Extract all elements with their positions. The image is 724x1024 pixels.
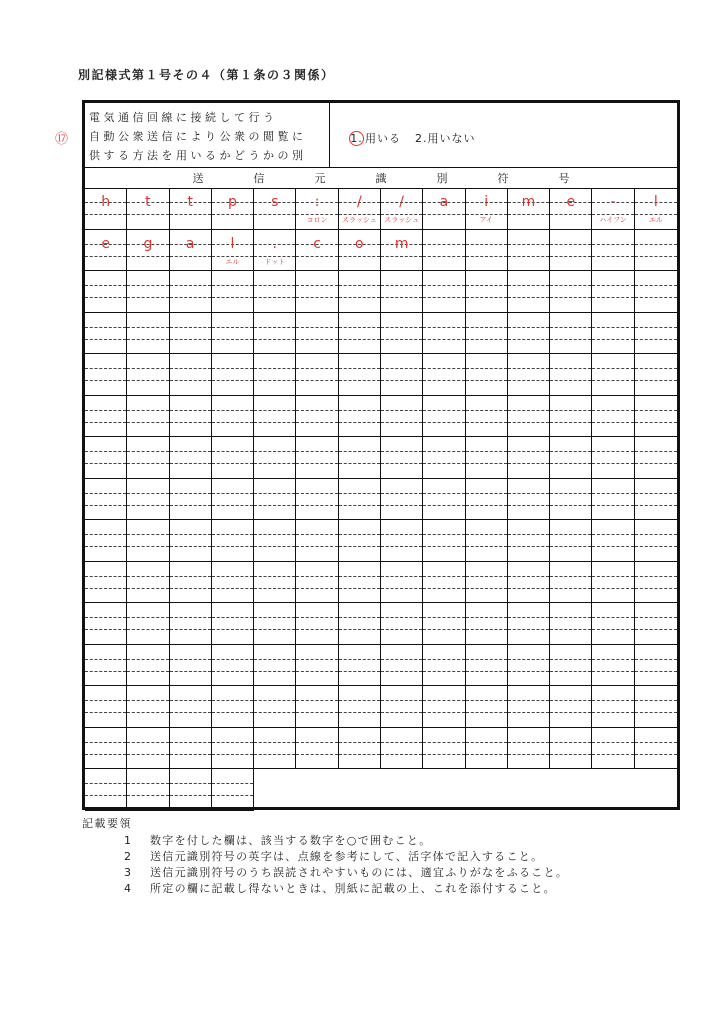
char-cell[interactable] [381, 479, 423, 521]
char-value: m [521, 194, 536, 210]
option2-label[interactable]: 2.用いない [415, 132, 476, 145]
char-cell[interactable] [592, 271, 634, 313]
char-cell[interactable] [508, 437, 550, 479]
char-cell[interactable] [212, 437, 254, 479]
char-cell[interactable] [423, 313, 465, 355]
char-cell[interactable] [254, 437, 296, 479]
char-cell[interactable] [592, 562, 634, 604]
char-cell[interactable] [127, 603, 169, 645]
note-item [124, 833, 568, 849]
char-cell[interactable] [339, 562, 381, 604]
char-cell[interactable] [423, 437, 465, 479]
char-cell[interactable] [635, 728, 677, 770]
char-cell[interactable] [339, 520, 381, 562]
char-cell[interactable] [635, 230, 677, 272]
char-cell[interactable] [339, 479, 381, 521]
char-cell[interactable] [170, 437, 212, 479]
char-cell[interactable] [254, 728, 296, 770]
char-cell[interactable] [212, 686, 254, 728]
char-cell[interactable] [381, 603, 423, 645]
char-cell[interactable] [254, 686, 296, 728]
note-text: 所定の欄に記載し得ないときは、別紙に記載の上、これを添付すること。 [150, 882, 556, 895]
char-cell[interactable] [635, 686, 677, 728]
question-line: 供する方法を用いるかどうかの別 [89, 149, 307, 162]
char-cell[interactable] [466, 686, 508, 728]
char-cell[interactable] [85, 230, 127, 272]
char-cell[interactable] [592, 603, 634, 645]
char-value: s [271, 194, 279, 210]
char-cell[interactable] [296, 562, 338, 604]
note-item [124, 881, 568, 897]
method-question-row [85, 103, 677, 168]
char-cell[interactable] [339, 271, 381, 313]
char-cell[interactable] [635, 437, 677, 479]
char-cell[interactable] [550, 271, 592, 313]
char-cell[interactable] [296, 603, 338, 645]
char-cell[interactable] [212, 188, 254, 230]
char-cell[interactable] [550, 354, 592, 396]
char-cell[interactable] [296, 645, 338, 687]
char-cell[interactable] [127, 271, 169, 313]
char-cell[interactable] [550, 686, 592, 728]
char-cell[interactable] [254, 645, 296, 687]
char-cell[interactable] [339, 396, 381, 438]
char-cell[interactable] [635, 188, 677, 230]
char-value: : [314, 194, 320, 210]
char-cell[interactable] [381, 728, 423, 770]
char-cell[interactable] [254, 603, 296, 645]
char-cell[interactable] [339, 686, 381, 728]
char-reading: エル [648, 216, 663, 224]
char-cell[interactable] [508, 479, 550, 521]
note-text: 送信元識別符号の英字は、点線を参考にして、活字体で記入すること。 [150, 850, 544, 863]
char-cell[interactable] [466, 728, 508, 770]
option1-number-circled[interactable]: 1. [350, 132, 363, 145]
char-reading: スラッシュ [341, 216, 377, 224]
char-value: a [439, 194, 449, 210]
char-cell[interactable] [466, 271, 508, 313]
char-cell[interactable] [508, 520, 550, 562]
form-frame [82, 100, 680, 810]
char-cell[interactable] [381, 354, 423, 396]
char-cell[interactable] [296, 520, 338, 562]
note-text: 数字を付した欄は、該当する数字を○で囲むこと。 [150, 834, 432, 847]
char-cell[interactable] [423, 728, 465, 770]
char-cell[interactable] [254, 562, 296, 604]
char-value: l [230, 235, 235, 252]
blank-area [253, 771, 677, 807]
sender-id-header-label: 送信元識別符号 [192, 171, 620, 185]
char-cell[interactable] [550, 437, 592, 479]
char-cell[interactable] [592, 230, 634, 272]
char-cell[interactable] [212, 562, 254, 604]
char-cell[interactable] [550, 645, 592, 687]
char-reading: アイ [479, 216, 493, 224]
char-cell[interactable] [381, 230, 423, 272]
question-line: 電気通信回線に接続して行う [89, 111, 278, 124]
char-cell[interactable] [85, 769, 127, 811]
char-cell[interactable] [550, 603, 592, 645]
note-number: 3 [124, 866, 133, 879]
char-cell[interactable] [635, 520, 677, 562]
char-cell[interactable] [466, 479, 508, 521]
char-cell[interactable] [85, 271, 127, 313]
char-cell[interactable] [85, 188, 127, 230]
char-cell[interactable] [85, 479, 127, 521]
char-cell[interactable] [592, 396, 634, 438]
char-cell[interactable] [592, 479, 634, 521]
char-cell[interactable] [296, 313, 338, 355]
char-cell[interactable] [170, 645, 212, 687]
char-cell[interactable] [127, 354, 169, 396]
char-cell[interactable] [85, 396, 127, 438]
char-cell[interactable] [170, 479, 212, 521]
char-cell[interactable] [339, 437, 381, 479]
char-reading: ハイフン [599, 216, 627, 224]
char-cell[interactable] [635, 354, 677, 396]
char-cell[interactable] [635, 271, 677, 313]
char-cell[interactable] [212, 396, 254, 438]
char-cell[interactable] [170, 603, 212, 645]
char-cell[interactable] [212, 271, 254, 313]
char-cell[interactable] [635, 479, 677, 521]
item-number: ⑰ [55, 132, 69, 147]
char-value: c [313, 235, 321, 252]
char-cell[interactable] [127, 437, 169, 479]
char-cell[interactable] [423, 520, 465, 562]
note-text: 送信元識別符号のうち誤読されやすいものには、適宜ふりがなをふること。 [150, 866, 569, 879]
char-cell[interactable] [127, 562, 169, 604]
char-cell[interactable] [296, 437, 338, 479]
char-cell[interactable] [592, 728, 634, 770]
char-reading: ドット [264, 257, 286, 266]
char-cell[interactable] [381, 271, 423, 313]
char-cell[interactable] [339, 188, 381, 230]
char-cell[interactable] [85, 686, 127, 728]
char-cell[interactable] [466, 562, 508, 604]
char-cell[interactable] [592, 686, 634, 728]
char-value: o [355, 235, 364, 252]
note-number: 4 [124, 882, 133, 895]
char-cell[interactable] [381, 396, 423, 438]
char-cell[interactable] [592, 188, 634, 230]
char-value: t [187, 194, 193, 210]
char-cell[interactable] [170, 313, 212, 355]
question-line: 自動公衆送信により公衆の閲覧に [89, 130, 307, 143]
char-cell[interactable] [635, 313, 677, 355]
char-cell[interactable] [423, 354, 465, 396]
char-cell[interactable] [254, 354, 296, 396]
char-cell[interactable] [339, 728, 381, 770]
char-cell[interactable] [254, 520, 296, 562]
char-cell[interactable] [127, 188, 169, 230]
note-item [124, 865, 568, 881]
char-cell[interactable] [381, 686, 423, 728]
char-cell[interactable] [212, 479, 254, 521]
char-cell[interactable] [85, 520, 127, 562]
char-cell[interactable] [550, 188, 592, 230]
char-cell[interactable] [127, 230, 169, 272]
char-cell[interactable] [127, 645, 169, 687]
char-cell[interactable] [423, 230, 465, 272]
char-cell[interactable] [85, 437, 127, 479]
char-cell[interactable] [508, 354, 550, 396]
char-cell[interactable] [339, 645, 381, 687]
char-cell[interactable] [550, 520, 592, 562]
char-cell[interactable] [212, 645, 254, 687]
char-cell[interactable] [170, 520, 212, 562]
char-cell[interactable] [254, 230, 296, 272]
char-cell[interactable] [423, 603, 465, 645]
char-cell[interactable] [635, 645, 677, 687]
char-cell[interactable] [170, 769, 212, 811]
note-item [124, 849, 568, 865]
char-cell[interactable] [508, 686, 550, 728]
char-cell[interactable] [339, 313, 381, 355]
char-cell[interactable] [254, 396, 296, 438]
char-cell[interactable] [550, 479, 592, 521]
char-cell[interactable] [508, 728, 550, 770]
char-cell[interactable] [296, 396, 338, 438]
char-cell[interactable] [296, 230, 338, 272]
char-cell[interactable] [85, 645, 127, 687]
char-cell[interactable] [254, 188, 296, 230]
char-cell[interactable] [339, 603, 381, 645]
char-cell[interactable] [127, 313, 169, 355]
sender-id-header [85, 167, 677, 189]
char-cell[interactable] [466, 520, 508, 562]
char-value: p [228, 194, 237, 210]
char-cell[interactable] [170, 354, 212, 396]
char-cell[interactable] [592, 354, 634, 396]
char-value: e [101, 235, 110, 252]
char-cell[interactable] [212, 728, 254, 770]
char-cell[interactable] [466, 603, 508, 645]
char-cell[interactable] [423, 271, 465, 313]
char-value: a [185, 235, 195, 252]
char-cell[interactable] [466, 437, 508, 479]
char-cell[interactable] [550, 230, 592, 272]
char-cell[interactable] [254, 479, 296, 521]
char-cell[interactable] [423, 479, 465, 521]
char-cell[interactable] [170, 188, 212, 230]
char-value: g [143, 235, 153, 252]
char-cell[interactable] [170, 562, 212, 604]
char-cell[interactable] [550, 562, 592, 604]
char-reading: コロン [306, 216, 328, 224]
char-value: i [484, 194, 489, 210]
char-cell[interactable] [212, 354, 254, 396]
notes-list [124, 833, 568, 897]
char-cell[interactable] [381, 645, 423, 687]
char-value: / [399, 194, 404, 210]
char-cell[interactable] [508, 313, 550, 355]
char-cell[interactable] [85, 728, 127, 770]
char-cell[interactable] [550, 396, 592, 438]
char-cell[interactable] [85, 603, 127, 645]
char-cell[interactable] [423, 396, 465, 438]
note-number: 2 [124, 850, 133, 863]
char-cell[interactable] [127, 769, 169, 811]
char-value: m [394, 235, 409, 252]
char-cell[interactable] [170, 686, 212, 728]
char-cell[interactable] [127, 686, 169, 728]
char-cell[interactable] [381, 188, 423, 230]
char-cell[interactable] [466, 645, 508, 687]
char-cell[interactable] [212, 769, 254, 811]
char-cell[interactable] [550, 728, 592, 770]
char-cell[interactable] [381, 313, 423, 355]
char-cell[interactable] [296, 728, 338, 770]
char-cell[interactable] [296, 686, 338, 728]
char-cell[interactable] [508, 396, 550, 438]
char-cell[interactable] [423, 562, 465, 604]
char-cell[interactable] [212, 520, 254, 562]
char-cell[interactable] [212, 313, 254, 355]
char-reading: スラッシュ [384, 216, 419, 224]
char-cell[interactable] [212, 603, 254, 645]
char-cell[interactable] [296, 479, 338, 521]
char-cell[interactable] [170, 230, 212, 272]
char-cell[interactable] [592, 645, 634, 687]
char-cell[interactable] [635, 396, 677, 438]
char-cell[interactable] [254, 313, 296, 355]
char-reading: エル [225, 257, 240, 266]
char-cell[interactable] [296, 271, 338, 313]
char-cell[interactable] [635, 603, 677, 645]
char-cell[interactable] [508, 271, 550, 313]
char-cell[interactable] [466, 313, 508, 355]
char-cell[interactable] [339, 230, 381, 272]
char-cell[interactable] [170, 728, 212, 770]
char-cell[interactable] [339, 354, 381, 396]
method-options [349, 130, 476, 146]
char-cell[interactable] [466, 354, 508, 396]
char-value: h [101, 194, 111, 210]
char-cell[interactable] [170, 396, 212, 438]
char-cell[interactable] [466, 396, 508, 438]
char-cell[interactable] [381, 437, 423, 479]
char-cell[interactable] [466, 188, 508, 230]
char-cell[interactable] [127, 520, 169, 562]
char-cell[interactable] [592, 520, 634, 562]
char-cell[interactable] [170, 271, 212, 313]
char-cell[interactable] [296, 354, 338, 396]
char-cell[interactable] [466, 230, 508, 272]
method-question [85, 103, 330, 167]
char-cell[interactable] [508, 230, 550, 272]
char-cell[interactable] [212, 230, 254, 272]
char-cell[interactable] [127, 728, 169, 770]
char-cell[interactable] [381, 520, 423, 562]
char-cell[interactable] [592, 437, 634, 479]
char-cell[interactable] [127, 479, 169, 521]
char-value: l [653, 194, 658, 210]
char-cell[interactable] [635, 562, 677, 604]
form-title: 別記様式第１号その４（第１条の３関係） [78, 68, 335, 82]
char-cell[interactable] [508, 188, 550, 230]
char-value: - [610, 194, 616, 210]
note-number: 1 [124, 834, 133, 847]
char-cell[interactable] [592, 313, 634, 355]
char-cell[interactable] [381, 562, 423, 604]
character-grid [85, 188, 677, 807]
char-value: e [566, 194, 576, 210]
char-value: t [145, 194, 151, 210]
char-cell[interactable] [296, 188, 338, 230]
char-cell[interactable] [254, 271, 296, 313]
char-cell[interactable] [508, 645, 550, 687]
notes-title: 記載要領 [82, 817, 132, 830]
char-cell[interactable] [85, 562, 127, 604]
option1-label[interactable]: 用いる [365, 132, 401, 145]
char-value: . [272, 235, 277, 252]
char-cell[interactable] [423, 686, 465, 728]
char-cell[interactable] [85, 313, 127, 355]
char-cell[interactable] [423, 645, 465, 687]
char-cell[interactable] [127, 396, 169, 438]
char-cell[interactable] [85, 354, 127, 396]
char-cell[interactable] [550, 313, 592, 355]
char-value: / [356, 194, 362, 210]
char-cell[interactable] [423, 188, 465, 230]
char-cell[interactable] [508, 603, 550, 645]
char-cell[interactable] [508, 562, 550, 604]
